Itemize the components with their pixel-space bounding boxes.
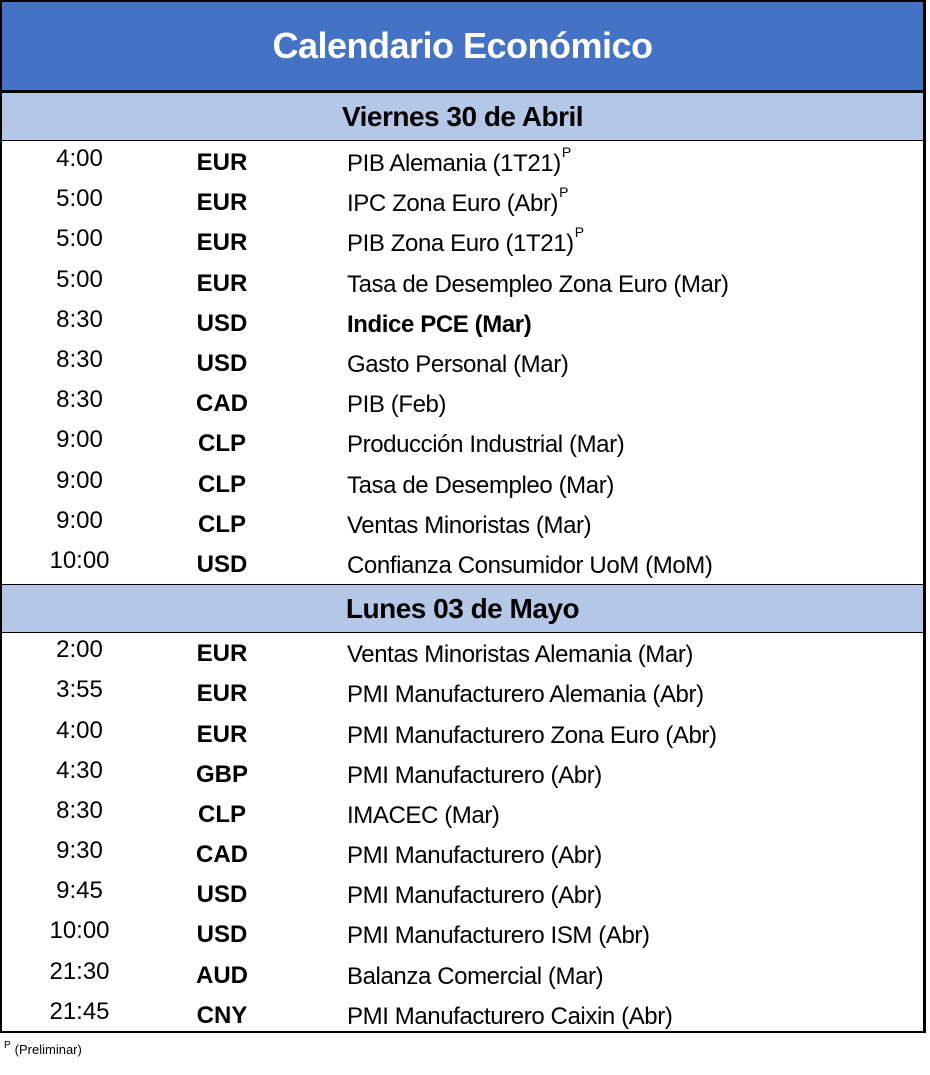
event-name: PMI Manufacturero Alemania (Abr) — [347, 681, 704, 709]
event-name: IPC Zona Euro (Abr) — [347, 190, 559, 218]
event-currency: CLP — [198, 510, 246, 538]
event-currency: USD — [196, 881, 248, 909]
event-row — [2, 182, 923, 222]
event-currency: EUR — [196, 680, 248, 708]
event-name-cell — [287, 963, 923, 991]
event-name: PMI Manufacturero (Abr) — [347, 882, 602, 910]
event-time: 21:30 — [49, 957, 110, 985]
event-currency: EUR — [196, 269, 248, 297]
event-name: Gasto Personal (Mar) — [347, 351, 569, 379]
event-currency: EUR — [196, 149, 248, 177]
event-name: Confianza Consumidor UoM (MoM) — [347, 551, 713, 579]
event-time: 8:30 — [56, 346, 103, 374]
event-name-cell — [287, 311, 923, 339]
day-title: Lunes 03 de Mayo — [345, 592, 580, 624]
event-name-cell — [287, 802, 923, 830]
event-row — [2, 633, 923, 673]
event-currency: EUR — [196, 189, 248, 217]
page-title: Calendario Económico — [272, 25, 653, 66]
event-name-cell — [287, 144, 923, 178]
event-name: Producción Industrial (Mar) — [347, 431, 625, 459]
event-name: PMI Manufacturero ISM (Abr) — [347, 922, 650, 950]
event-currency: CLP — [198, 470, 246, 498]
event-time: 9:00 — [56, 506, 103, 534]
event-currency: USD — [196, 309, 248, 337]
event-name: Indice PCE (Mar) — [347, 310, 532, 338]
event-time: 10:00 — [49, 917, 110, 945]
event-time: 8:30 — [56, 796, 103, 824]
event-time: 3:55 — [56, 676, 103, 704]
day-header-monday — [2, 584, 923, 633]
event-time: 9:00 — [56, 466, 103, 494]
event-currency: GBP — [195, 760, 248, 788]
event-row — [2, 834, 923, 874]
event-name-cell — [287, 762, 923, 790]
event-currency: USD — [196, 350, 248, 378]
event-name: Ventas Minoristas (Mar) — [347, 511, 592, 539]
event-row — [2, 995, 923, 1035]
event-row — [2, 673, 923, 713]
day-header-friday — [2, 92, 923, 141]
event-name-cell — [287, 391, 923, 419]
event-row — [2, 222, 923, 262]
event-time: 4:00 — [56, 716, 103, 744]
preliminary-mark: P — [574, 224, 584, 241]
event-name-cell — [287, 722, 923, 750]
event-name: IMACEC (Mar) — [347, 801, 500, 829]
event-row — [2, 754, 923, 794]
event-name-cell — [287, 472, 923, 500]
event-name-cell — [287, 512, 923, 540]
event-row — [2, 263, 923, 303]
event-time: 21:45 — [49, 997, 110, 1025]
event-time: 5:00 — [56, 185, 103, 213]
day-title: Viernes 30 de Abril — [341, 100, 584, 132]
event-time: 9:00 — [56, 426, 103, 454]
event-name-cell — [287, 882, 923, 910]
event-row — [2, 544, 923, 584]
footnote — [4, 1042, 82, 1057]
event-name-cell — [287, 842, 923, 870]
event-time: 5:00 — [56, 225, 103, 253]
event-name: Tasa de Desempleo Zona Euro (Mar) — [347, 270, 729, 298]
event-time: 4:00 — [56, 145, 103, 173]
event-row — [2, 914, 923, 954]
event-row — [2, 423, 923, 463]
event-time: 4:30 — [56, 756, 103, 784]
event-currency: CLP — [198, 800, 246, 828]
event-currency: EUR — [196, 640, 248, 668]
event-name: PMI Manufacturero (Abr) — [347, 761, 602, 789]
event-name: PIB Alemania (1T21) — [347, 150, 561, 178]
event-currency: AUD — [196, 961, 248, 989]
event-time: 9:30 — [56, 837, 103, 865]
event-row — [2, 343, 923, 383]
preliminary-mark: P — [561, 144, 571, 161]
event-name: Ventas Minoristas Alemania (Mar) — [347, 641, 694, 669]
event-name-cell — [287, 641, 923, 669]
event-name-cell — [287, 184, 923, 218]
event-row — [2, 794, 923, 834]
event-currency: CAD — [196, 841, 248, 869]
event-row — [2, 142, 923, 182]
event-name-cell — [287, 552, 923, 580]
event-row — [2, 504, 923, 544]
event-name: PIB (Feb) — [347, 391, 447, 419]
preliminary-mark: P — [559, 184, 569, 201]
event-name: Tasa de Desempleo (Mar) — [347, 471, 614, 499]
event-time: 8:30 — [56, 386, 103, 414]
event-name: Balanza Comercial (Mar) — [347, 962, 604, 990]
event-time: 2:00 — [56, 636, 103, 664]
event-currency: CNY — [196, 1001, 248, 1029]
footnote-text: (Preliminar) — [14, 1042, 82, 1057]
event-list-friday — [2, 141, 923, 584]
event-time: 10:00 — [49, 546, 110, 574]
event-name: PIB Zona Euro (1T21) — [347, 230, 574, 258]
event-time: 9:45 — [56, 877, 103, 905]
event-time: 8:30 — [56, 305, 103, 333]
event-row — [2, 464, 923, 504]
event-name-cell — [287, 922, 923, 950]
event-name-cell — [287, 431, 923, 459]
event-currency: CLP — [198, 430, 246, 458]
event-name: PMI Manufacturero Zona Euro (Abr) — [347, 721, 717, 749]
event-currency: USD — [196, 550, 248, 578]
event-currency: EUR — [196, 229, 248, 257]
event-currency: EUR — [196, 720, 248, 748]
event-list-monday — [2, 633, 923, 1035]
event-row — [2, 955, 923, 995]
event-currency: USD — [196, 921, 248, 949]
footnote-mark: P — [4, 1040, 11, 1051]
event-time: 5:00 — [56, 265, 103, 293]
event-name-cell — [287, 681, 923, 709]
event-name-cell — [287, 271, 923, 299]
event-name: PMI Manufacturero Caixin (Abr) — [347, 1002, 673, 1030]
event-name-cell — [287, 224, 923, 258]
event-row — [2, 383, 923, 423]
event-name-cell — [287, 351, 923, 379]
event-name-cell — [287, 1003, 923, 1031]
event-row — [2, 874, 923, 914]
title-bar — [2, 2, 923, 92]
event-currency: CAD — [196, 390, 248, 418]
event-row — [2, 713, 923, 753]
event-name: PMI Manufacturero (Abr) — [347, 842, 602, 870]
event-row — [2, 303, 923, 343]
